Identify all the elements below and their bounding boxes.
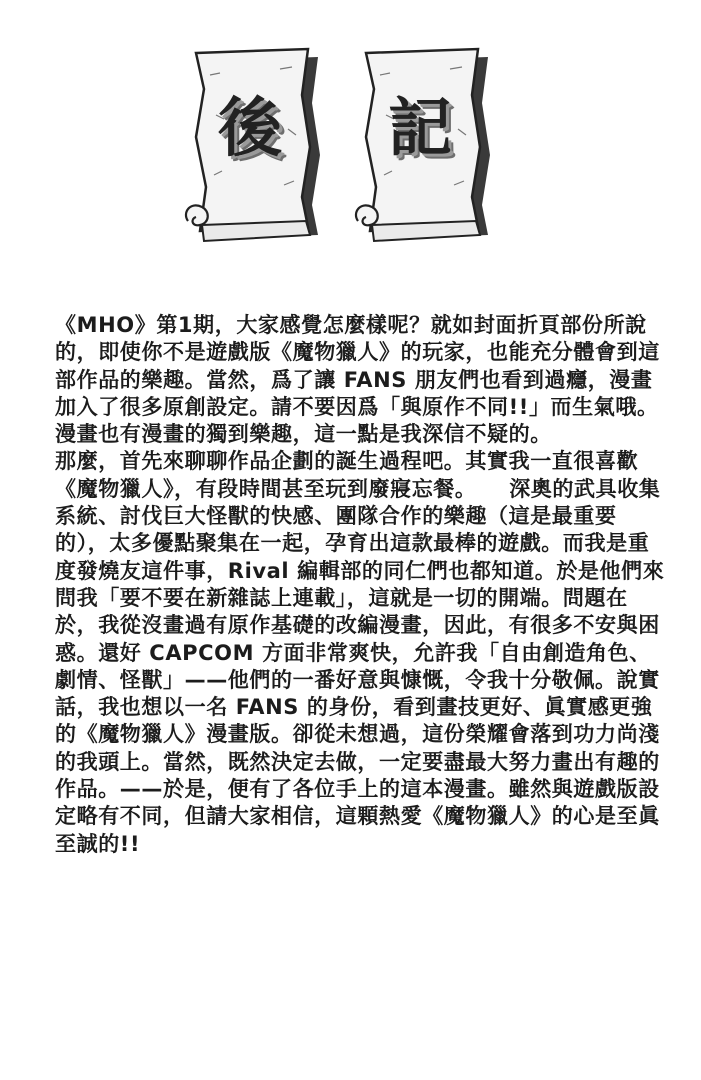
scroll-banner-left (180, 45, 330, 245)
afterword-body (55, 312, 665, 858)
paragraph-intro: 《MHO》第1期，大家感覺怎麼樣呢？就如封面折頁部份所說的，即使你不是遊戲版《魔物獵人》的玩家，也能充分體會到這部作品的樂趣。當然，爲了讓 FANS 朋友們也看到過癮，漫畫加入了很多原創設定。請不要因爲「與原作不同!!」而生氣哦。漫畫也有漫畫的獨到樂趣，這一點是我深信不疑的。 (55, 313, 660, 447)
title-char-record: 記 (388, 92, 452, 166)
scroll-banner-right (350, 45, 500, 245)
paragraph-origin: 那麼，首先來聊聊作品企劃的誕生過程吧。其實我一直很喜歡《魔物獵人》，有段時間甚至玩到廢寢忘餐。 深奧的武具收集系統、討伐巨大怪獸的快感、團隊合作的樂趣（這是最重要的），太多優點聚集在一起，孕育出這款最棒的遊戲。而我是重度發燒友這件事，Rival 編輯部的同仁們也都知道。於是他們來問我「要不要在新雜誌上連載」，這就是一切的開端。問題在於，我從沒畫過有原作基礎的改編漫畫，因此，有很多不安與困惑。還好 CAPCOM 方面非常爽快，允許我「自由創造角色、劇情、怪獸」——他們的一番好意與慷慨，令我十分敬佩。說實話，我也想以一名 FANS 的身份，看到畫技更好、眞實感更強的《魔物獵人》漫畫版。卻從未想過，這份榮耀會落到功力尚淺的我頭上。當然，既然決定去做，一定要盡最大努力畫出有趣的作品。——於是，便有了各位手上的這本漫畫。雖然與遊戲版設定略有不同，但請大家相信，這顆熱愛《魔物獵人》的心是至眞至誠的!! (55, 449, 665, 856)
afterword-title (180, 45, 500, 245)
title-char-after: 後 (218, 92, 282, 166)
